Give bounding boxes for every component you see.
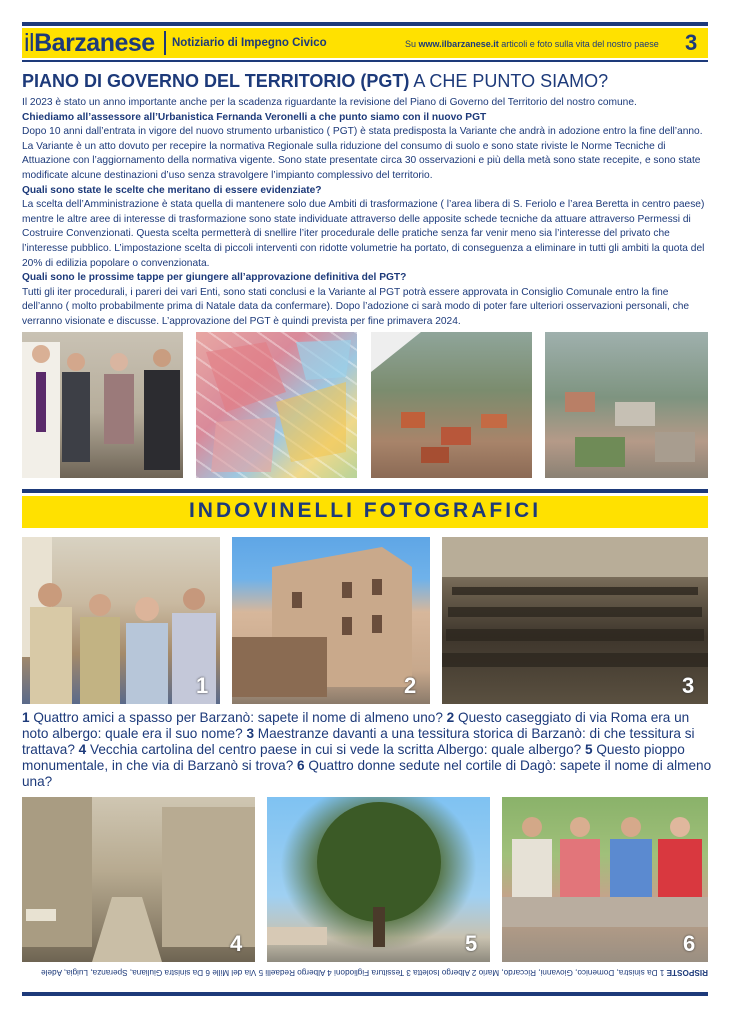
quiz-photo-5	[267, 797, 490, 962]
website-link[interactable]: www.ilbarzanese.it	[418, 39, 499, 49]
riddle-3-number: 3	[246, 726, 255, 741]
article-intro: Il 2023 è stato un anno importante anche per la scadenza riguardante la revisione del Piano di Governo del Territorio del nostro comune.	[22, 97, 637, 108]
photo-aerial-view-2	[545, 332, 708, 478]
article-answer-1: Dopo 10 anni dall’entrata in vigore del nuovo strumento urbanistico ( PGT) è stata predisposta la Variante che andrà in adozione entro la fine dell’anno. La Variante è un atto dovuto per recepire la normativa Regionale sulla riduzione del consumo di suolo e sono state riviste le Norme Tecniche di Attuazione con l’aggiornamento della normativa vigente. Sono state presentate circa 30 osservazioni e più della metà sono state recepite, e sono state modificate alcune destinazioni d’uso senza stravolgere l’impianto complessivo del territorio.	[22, 126, 703, 181]
header-top-rule	[22, 22, 708, 26]
quiz-photo-1-number: 1	[196, 673, 209, 698]
article-body	[22, 96, 712, 330]
logo-name: Barzanese	[34, 29, 155, 57]
riddle-5-text: Questo pioppo monumentale, in che via di Barzanò si trova?	[22, 742, 685, 773]
map-overlay	[196, 332, 357, 478]
quiz-photo-1	[22, 537, 220, 704]
quiz-answers	[22, 968, 708, 977]
quiz-photo-2-number: 2	[404, 673, 417, 698]
quiz-photo-4-street	[22, 797, 255, 962]
header-subtitle: Notiziario di Impegno Civico	[172, 37, 327, 49]
answers-label: RISPOSTE	[666, 968, 708, 977]
photo-aerial-view-1	[371, 332, 532, 478]
photo-people-figures	[22, 332, 183, 478]
riddle-1-number: 1	[22, 710, 30, 725]
header-bottom-rule	[22, 60, 708, 62]
quiz-banner-title: INDOVINELLI FOTOGRAFICI	[188, 499, 542, 522]
photo-people-group	[22, 332, 183, 478]
riddle-6-number: 6	[297, 758, 305, 773]
quiz-photo-2-building	[232, 537, 430, 704]
tagline-prefix: Su	[405, 39, 419, 49]
masthead-logo[interactable]	[24, 29, 155, 57]
article-answer-3: Tutti gli iter procedurali, i pareri dei vari Enti, sono stati conclusi e la Variante al PGT potrà essere approvata in Consiglio Comunale entro la fine dell’anno ( molto probabilmente prima di Natale data da confermare). Dopo l’adozione ci sarà modo di poter fare ulteriori osservazioni personali, che verranno visionate e discusse. L’approvazione del PGT è quindi prevista per fine primavera 2024.	[22, 286, 690, 327]
footer-rule	[22, 992, 708, 996]
riddle-2-text: Questo caseggiato di via Roma era un noto albergo: quale era il suo nome?	[22, 710, 690, 741]
riddle-1-text: Quattro amici a spasso per Barzanò: sapete il nome di almeno uno?	[29, 710, 447, 725]
logo-prefix: il	[24, 29, 35, 57]
quiz-photo-5-tree	[267, 797, 490, 962]
quiz-photo-3-number: 3	[682, 673, 695, 698]
riddle-3-text: Maestranze davanti a una tessitura storica di Barzanò: di che tessitura si trattava?	[22, 726, 695, 757]
article-answer-2: La scelta dell’Amministrazione è stata quella di mantenere solo due Ambiti di trasformazione ( l’area libera di S. Feriolo e l’area Beretta in centro paese) mentre le altre aree di interesse di trasformazione sono state individuate attraverso delle apposite schede tecniche da attuare attraverso Permessi di Costruire Convenzionati. Questa scelta permetterà di snellire l’iter procedurale delle pratiche senza far venir meno sia l’interesse del privato che l’interesse pubblico. L’impostazione scelta di piccoli interventi con ridotte volumetrie ha portato, di conseguenza a eliminare in tutti gli ambiti la quota del 20% di edilizia popolare o convenzionata.	[22, 199, 705, 269]
article-title	[22, 71, 608, 92]
tagline-suffix: articoli e foto sulla vita del nostro paese	[498, 39, 659, 49]
quiz-photo-3-crowd	[442, 537, 708, 704]
quiz-photo-4-number: 4	[230, 931, 243, 956]
photo-pgt-map	[196, 332, 357, 478]
quiz-photo-1-figures	[22, 537, 220, 704]
article-question-3: Quali sono le prossime tappe per giungere all’approvazione definitiva del PGT?	[22, 272, 407, 284]
quiz-photo-4	[22, 797, 255, 962]
article-question-2: Quali sono state le scelte che meritano di essere evidenziate?	[22, 184, 322, 196]
quiz-photo-3	[442, 537, 708, 704]
answers-text: 1 Da sinistra, Domenico, Giovanni, Riccardo, Mario 2 Albergo Isoletta 3 Tessitura Figliodoni 4 Albergo Redaelli 5 Via del Mille 6 Da sinistra Giuliana, Speranza, Luigia, Adele	[41, 968, 667, 977]
quiz-photo-2	[232, 537, 430, 704]
article-title-bold: PIANO DI GOVERNO DEL TERRITORIO (PGT)	[22, 71, 410, 91]
quiz-photo-5-number: 5	[465, 931, 478, 956]
article-title-rest: A CHE PUNTO SIAMO?	[409, 71, 609, 91]
aerial-view-2-overlay	[545, 332, 708, 478]
header-tagline	[405, 39, 659, 49]
riddle-2-number: 2	[446, 710, 455, 725]
riddles-text	[22, 710, 712, 790]
riddle-6-text: Quattro donne sedute nel cortile di Dagò: sapete il nome di almeno una?	[22, 758, 712, 789]
section-rule	[22, 489, 708, 493]
riddle-4-number: 4	[78, 742, 87, 757]
riddle-4-text: Vecchia cartolina del centro paese in cui si vede la scritta Albergo: quale albergo?	[86, 742, 585, 757]
riddle-5-number: 5	[584, 742, 593, 757]
quiz-photo-6-women	[502, 797, 708, 962]
page-number: 3	[685, 30, 698, 55]
quiz-photo-6	[502, 797, 708, 962]
logo-divider	[164, 31, 166, 55]
aerial-view-1-overlay	[371, 332, 532, 478]
article-question-1: Chiediamo all’assessore all’Urbanistica Fernanda Veronelli a che punto siamo con il nuovo PGT	[22, 111, 487, 123]
quiz-photo-6-number: 6	[683, 931, 696, 956]
